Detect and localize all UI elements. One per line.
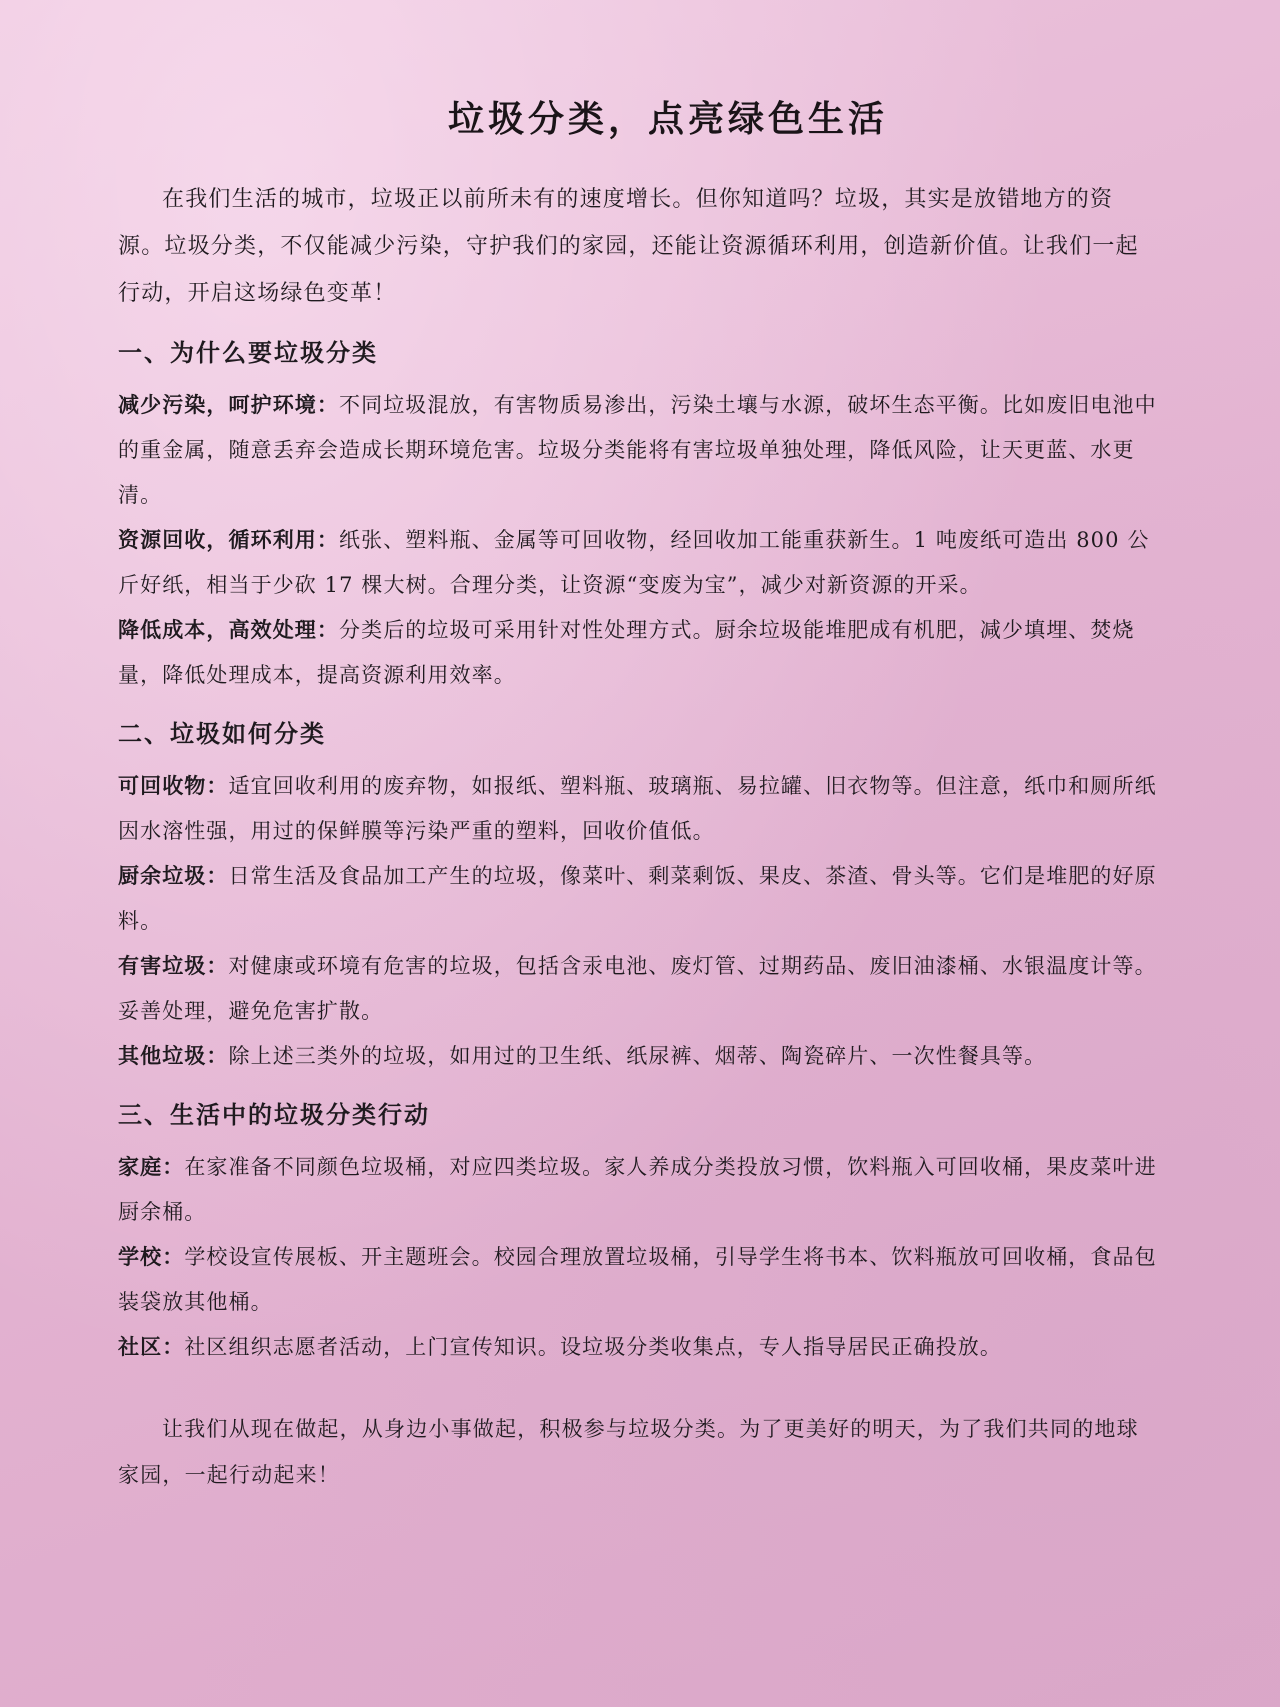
item-text: 日常生活及食品加工产生的垃圾，像菜叶、剩菜剩饭、果皮、茶渣、骨头等。它们是堆肥的好原料。: [118, 864, 1157, 933]
section-heading: 二、垃圾如何分类: [118, 720, 326, 748]
section-item: [118, 608, 1158, 698]
item-lead: 社区：: [118, 1335, 185, 1359]
intro-paragraph: 在我们生活的城市，垃圾正以前所未有的速度增长。但你知道吗？垃圾，其实是放错地方的资源。垃圾分类，不仅能减少污染，守护我们的家园，还能让资源循环利用，创造新价值。让我们一起行动，开启这场绿色变革！: [118, 187, 1139, 306]
item-lead: 可回收物：: [118, 774, 229, 798]
section-item: [118, 383, 1158, 518]
section-item: [118, 854, 1158, 944]
item-text: 学校设宣传展板、开主题班会。校园合理放置垃圾桶，引导学生将书本、饮料瓶放可回收桶，食品包装袋放其他桶。: [118, 1245, 1157, 1314]
section-item: [118, 1325, 1158, 1370]
item-lead: 减少污染，呵护环境：: [118, 393, 339, 417]
item-text: 纸张、塑料瓶、金属等可回收物，经回收加工能重获新生。1 吨废纸可造出 800 公斤好纸，相当于少砍 17 棵大树。合理分类，让资源“变废为宝”，减少对新资源的开采。: [118, 528, 1150, 597]
item-lead: 学校：: [118, 1245, 185, 1269]
item-text: 分类后的垃圾可采用针对性处理方式。厨余垃圾能堆肥成有机肥，减少填埋、焚烧量，降低处理成本，提高资源利用效率。: [118, 618, 1135, 687]
section-heading: 三、生活中的垃圾分类行动: [118, 1101, 430, 1129]
item-lead: 降低成本，高效处理：: [118, 618, 339, 642]
document-body: [118, 90, 1158, 1498]
item-lead: 资源回收，循环利用：: [118, 528, 339, 552]
section-item: [118, 1034, 1158, 1079]
section-item: [118, 1145, 1158, 1235]
item-lead: 家庭：: [118, 1155, 185, 1179]
section-how: [118, 708, 1158, 1079]
section-heading: 一、为什么要垃圾分类: [118, 339, 378, 367]
closing-paragraph: 让我们从现在做起，从身边小事做起，积极参与垃圾分类。为了更美好的明天，为了我们共同的地球家园，一起行动起来！: [118, 1417, 1139, 1487]
section-item: [118, 1235, 1158, 1325]
item-text: 社区组织志愿者活动，上门宣传知识。设垃圾分类收集点，专人指导居民正确投放。: [184, 1335, 1003, 1359]
section-actions: [118, 1089, 1158, 1370]
section-item: [118, 518, 1158, 608]
item-text: 对健康或环境有危害的垃圾，包括含汞电池、废灯管、过期药品、废旧油漆桶、水银温度计等。妥善处理，避免危害扩散。: [118, 954, 1157, 1023]
section-item: [118, 944, 1158, 1034]
item-text: 适宜回收利用的废弃物，如报纸、塑料瓶、玻璃瓶、易拉罐、旧衣物等。但注意，纸巾和厕所纸因水溶性强，用过的保鲜膜等污染严重的塑料，回收价值低。: [118, 774, 1157, 843]
document-title: 垃圾分类，点亮绿色生活: [447, 99, 888, 140]
item-text: 除上述三类外的垃圾，如用过的卫生纸、纸尿裤、烟蒂、陶瓷碎片、一次性餐具等。: [228, 1044, 1047, 1068]
item-lead: 其他垃圾：: [118, 1044, 229, 1068]
item-text: 在家准备不同颜色垃圾桶，对应四类垃圾。家人养成分类投放习惯，饮料瓶入可回收桶，果皮菜叶进厨余桶。: [118, 1155, 1157, 1224]
section-item: [118, 764, 1158, 854]
item-text: 不同垃圾混放，有害物质易渗出，污染土壤与水源，破坏生态平衡。比如废旧电池中的重金属，随意丢弃会造成长期环境危害。垃圾分类能将有害垃圾单独处理，降低风险，让天更蓝、水更清。: [118, 393, 1157, 507]
item-lead: 有害垃圾：: [118, 954, 229, 978]
item-lead: 厨余垃圾：: [118, 864, 229, 888]
section-why: [118, 327, 1158, 698]
